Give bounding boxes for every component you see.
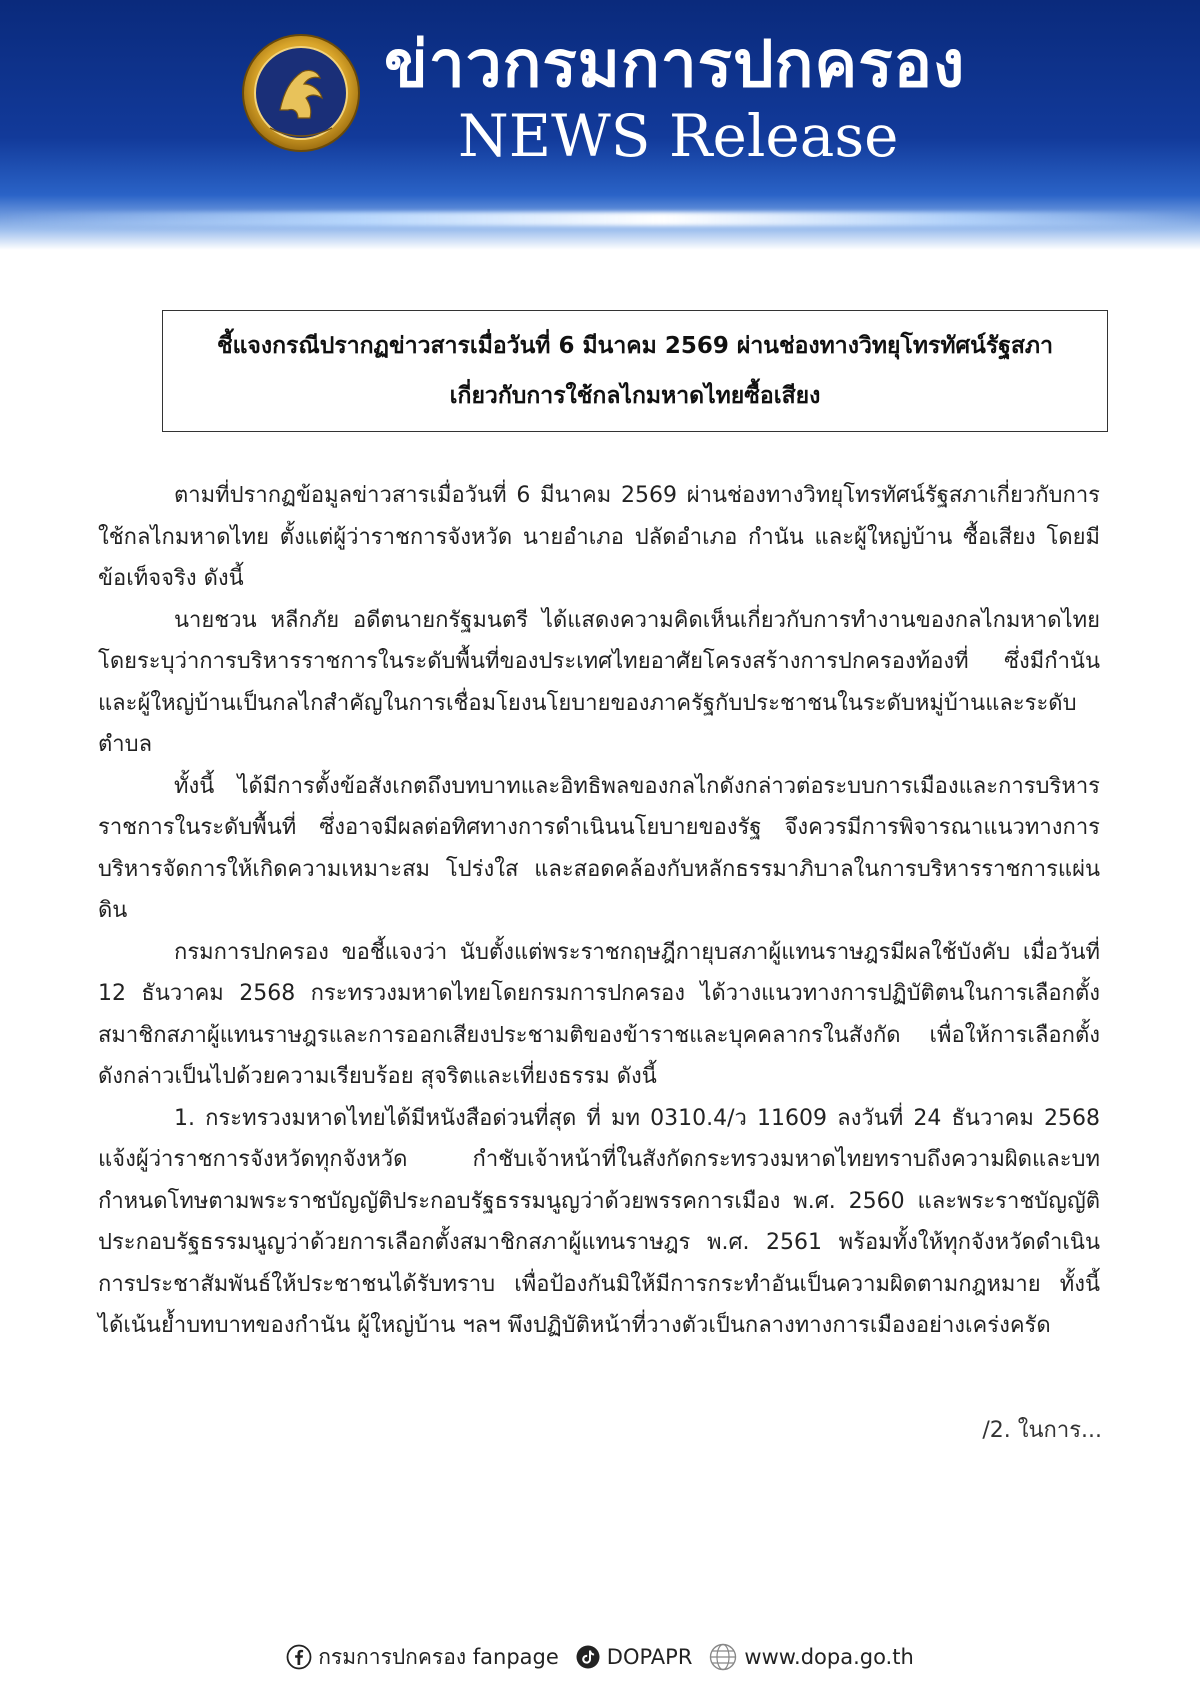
website-label: www.dopa.go.th — [744, 1645, 914, 1669]
subject-line-2: เกี่ยวกับการใช้กลไกมหาดไทยซื้อเสียง — [449, 383, 821, 409]
paragraph-4: กรมการปกครอง ขอชี้แจงว่า นับตั้งแต่พระราชกฤษฎีกายุบสภาผู้แทนราษฎรมีผลใช้บังคับ เมื่อวันที่ 12 ธันวาคม 2568 กระทรวงมหาดไทยโดยกรมการปกครอง ได้วางแนวทางการปฏิบัติตนในการเลือกตั้งสมาชิกสภาผู้แทนราษฎรและการออกเสียงประชามติของข้าราชและบุคคลากรในสังกัด เพื่อให้การเลือกตั้งดังกล่าวเป็นไปด้วยความเรียบร้อย สุจริตและเที่ยงธรรม ดังนี้ — [98, 939, 1100, 1089]
tiktok-label: DOPAPR — [606, 1645, 693, 1669]
paragraph-3: ทั้งนี้ ได้มีการตั้งข้อสังเกตถึงบทบาทและอิทธิพลของกลไกดังกล่าวต่อระบบการเมืองและการบริหารราชการในระดับพื้นที่ ซึ่งอาจมีผลต่อทิศทางการดำเนินนโยบายของรัฐ จึงควรมีการพิจารณาแนวทางการบริหารจัดการให้เกิดความเหมาะสม โปร่งใส และสอดคล้องกับหลักธรรมาภิบาลในการบริหารราชการแผ่นดิน — [98, 773, 1100, 923]
paragraph-2: นายชวน หลีกภัย อดีตนายกรัฐมนตรี ได้แสดงความคิดเห็นเกี่ยวกับการทำงานของกลไกมหาดไทย โดยระบุว่าการบริหารราชการในระดับพื้นที่ของประเทศไทยอาศัยโครงสร้างการปกครองท้องที่ ซึ่งมีกำนันและผู้ใหญ่บ้านเป็นกลไกสำคัญในการเชื่อมโยงนโยบายของภาครัฐกับประชาชนในระดับหมู่บ้านและระดับตำบล — [98, 607, 1100, 757]
header-glow — [0, 212, 1200, 226]
header-title-english: NEWS Release — [458, 102, 899, 170]
facebook-label: กรมการปกครอง fanpage — [318, 1644, 559, 1669]
paragraph-5: 1. กระทรวงมหาดไทยได้มีหนังสือด่วนที่สุด ที่ มท 0310.4/ว 11609 ลงวันที่ 24 ธันวาคม 2568 แจ้งผู้ว่าราชการจังหวัดทุกจังหวัด กำชับเจ้าหน้าที่ในสังกัดกระทรวงมหาดไทยทราบถึงความผิดและบทกำหนดโทษตามพระราชบัญญัติประกอบรัฐธรรมนูญว่าด้วยพรรคการเมือง พ.ศ. 2560 และพระราชบัญญัติประกอบรัฐธรรมนูญว่าด้วยการเลือกตั้งสมาชิกสภาผู้แทนราษฎร พ.ศ. 2561 พร้อมทั้งให้ทุกจังหวัดดำเนินการประชาสัมพันธ์ให้ประชาชนได้รับทราบ เพื่อป้องกันมิให้มีการกระทำอันเป็นความผิดตามกฎหมาย ทั้งนี้ ได้เน้นย้ำบทบาทของกำนัน ผู้ใหญ่บ้าน ฯลฯ พึงปฏิบัติหน้าที่วางตัวเป็นกลางทางการเมืองอย่างเคร่งครัด — [98, 1105, 1100, 1338]
website-link[interactable] — [708, 1642, 913, 1672]
subject-line-1: ชี้แจงกรณีปรากฏข่าวสารเมื่อวันที่ 6 มีนาคม 2569 ผ่านช่องทางวิทยุโทรทัศน์รัฐสภา — [216, 333, 1054, 359]
tiktok-link[interactable] — [575, 1644, 693, 1670]
tiktok-icon — [575, 1644, 601, 1670]
news-header — [0, 0, 1200, 250]
globe-icon — [708, 1642, 738, 1672]
document-body — [98, 475, 1100, 1347]
continued-marker: /2. ในการ... — [982, 1418, 1102, 1443]
footer — [0, 1640, 1200, 1674]
facebook-link[interactable] — [286, 1641, 559, 1674]
facebook-icon — [286, 1644, 312, 1670]
department-seal-emblem — [240, 32, 362, 154]
subject-box — [162, 310, 1108, 432]
paragraph-1: ตามที่ปรากฏข้อมูลข่าวสารเมื่อวันที่ 6 มีนาคม 2569 ผ่านช่องทางวิทยุโทรทัศน์รัฐสภาเกี่ยวกับการใช้กลไกมหาดไทย ตั้งแต่ผู้ว่าราชการจังหวัด นายอำเภอ ปลัดอำเภอ กำนัน และผู้ใหญ่บ้าน ซื้อเสียง โดยมีข้อเท็จจริง ดังนี้ — [98, 483, 1100, 591]
header-title-thai: ข่าวกรมการปกครอง — [384, 28, 966, 102]
